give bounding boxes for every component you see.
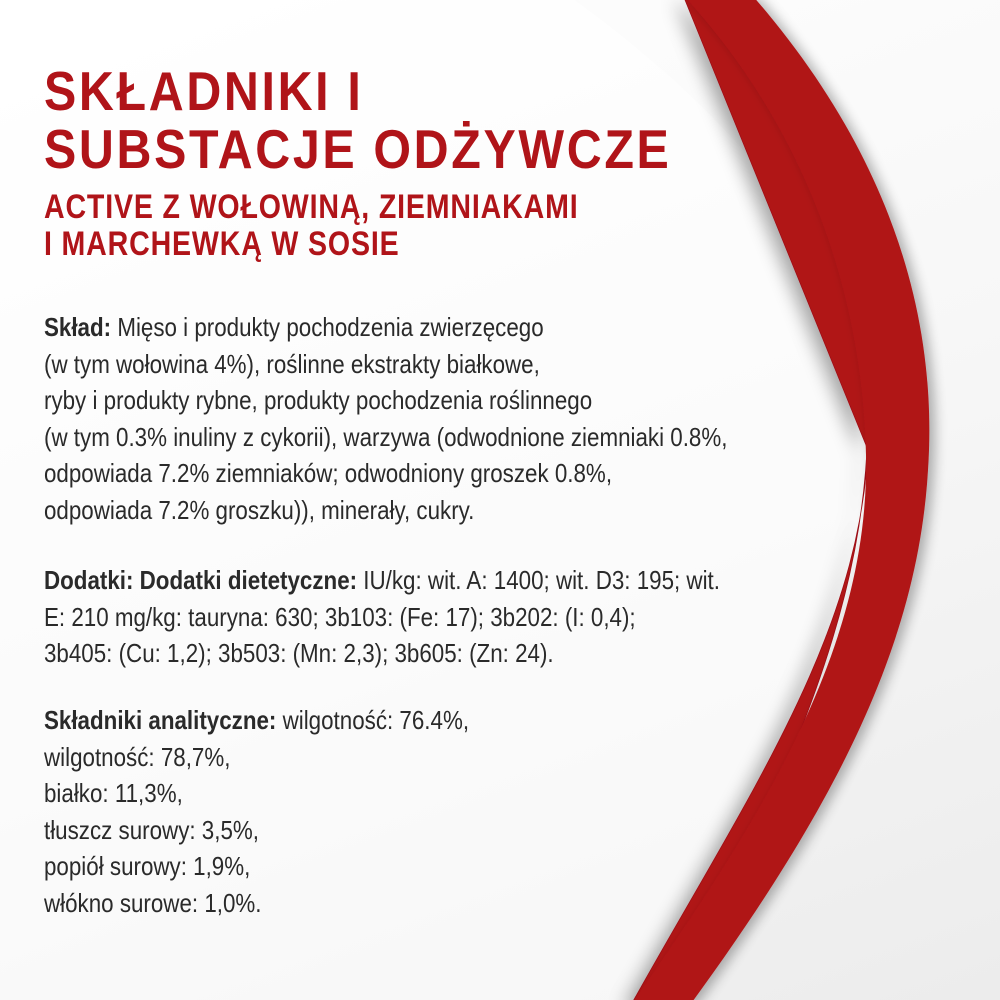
subtitle-line-1: ACTIVE Z WOŁOWINĄ, ZIEMNIAKAMI <box>44 188 579 226</box>
composition-line: (w tym wołowina 4%), roślinne ekstrakty białkowe, <box>44 348 540 379</box>
composition-label: Skład: <box>44 312 112 342</box>
analytical-line: białko: 11,3%, <box>44 778 183 808</box>
analytical-line: tłuszcz surowy: 3,5%, <box>44 814 259 845</box>
page-title <box>44 62 671 178</box>
product-subtitle <box>44 189 578 263</box>
additives-label: Dodatki: Dodatki dietetyczne: <box>44 565 358 595</box>
composition-line: Mięso i produkty pochodzenia zwierzęcego <box>111 312 544 342</box>
analytical-line: popiół surowy: 1,9%, <box>44 851 251 881</box>
composition-line: odpowiada 7.2% groszku)), minerały, cukry. <box>44 494 475 525</box>
additives-section <box>44 562 720 672</box>
composition-section <box>44 309 727 528</box>
composition-line: ryby i produkty rybne, produkty pochodzenia roślinnego <box>44 385 593 415</box>
analytical-line: wilgotność: 76.4%, <box>276 705 470 735</box>
composition-line: (w tym 0.3% inuliny z cykorii), warzywa (odwodnione ziemniaki 0.8%, <box>44 421 728 452</box>
title-line-2: SUBSTACJE ODŻYWCZE <box>44 118 672 180</box>
analytical-constituents-section <box>44 702 469 921</box>
analytical-line: włókno surowe: 1,0%. <box>44 887 262 918</box>
additives-line: IU/kg: wit. A: 1400; wit. D3: 195; wit. <box>357 565 720 595</box>
analytical-label: Składniki analityczne: <box>44 705 277 735</box>
composition-line: odpowiada 7.2% ziemniaków; odwodniony groszek 0.8%, <box>44 458 613 488</box>
title-line-1: SKŁADNIKI I <box>44 60 364 122</box>
additives-line: 3b405: (Cu: 1,2); 3b503: (Mn: 2,3); 3b605: (Zn: 24). <box>44 638 554 668</box>
analytical-line: wilgotność: 78,7%, <box>44 741 231 772</box>
additives-line: E: 210 mg/kg: tauryna: 630; 3b103: (Fe: 17); 3b202: (I: 0,4); <box>44 601 636 632</box>
subtitle-line-2: I MARCHEWKĄ W SOSIE <box>44 225 400 263</box>
